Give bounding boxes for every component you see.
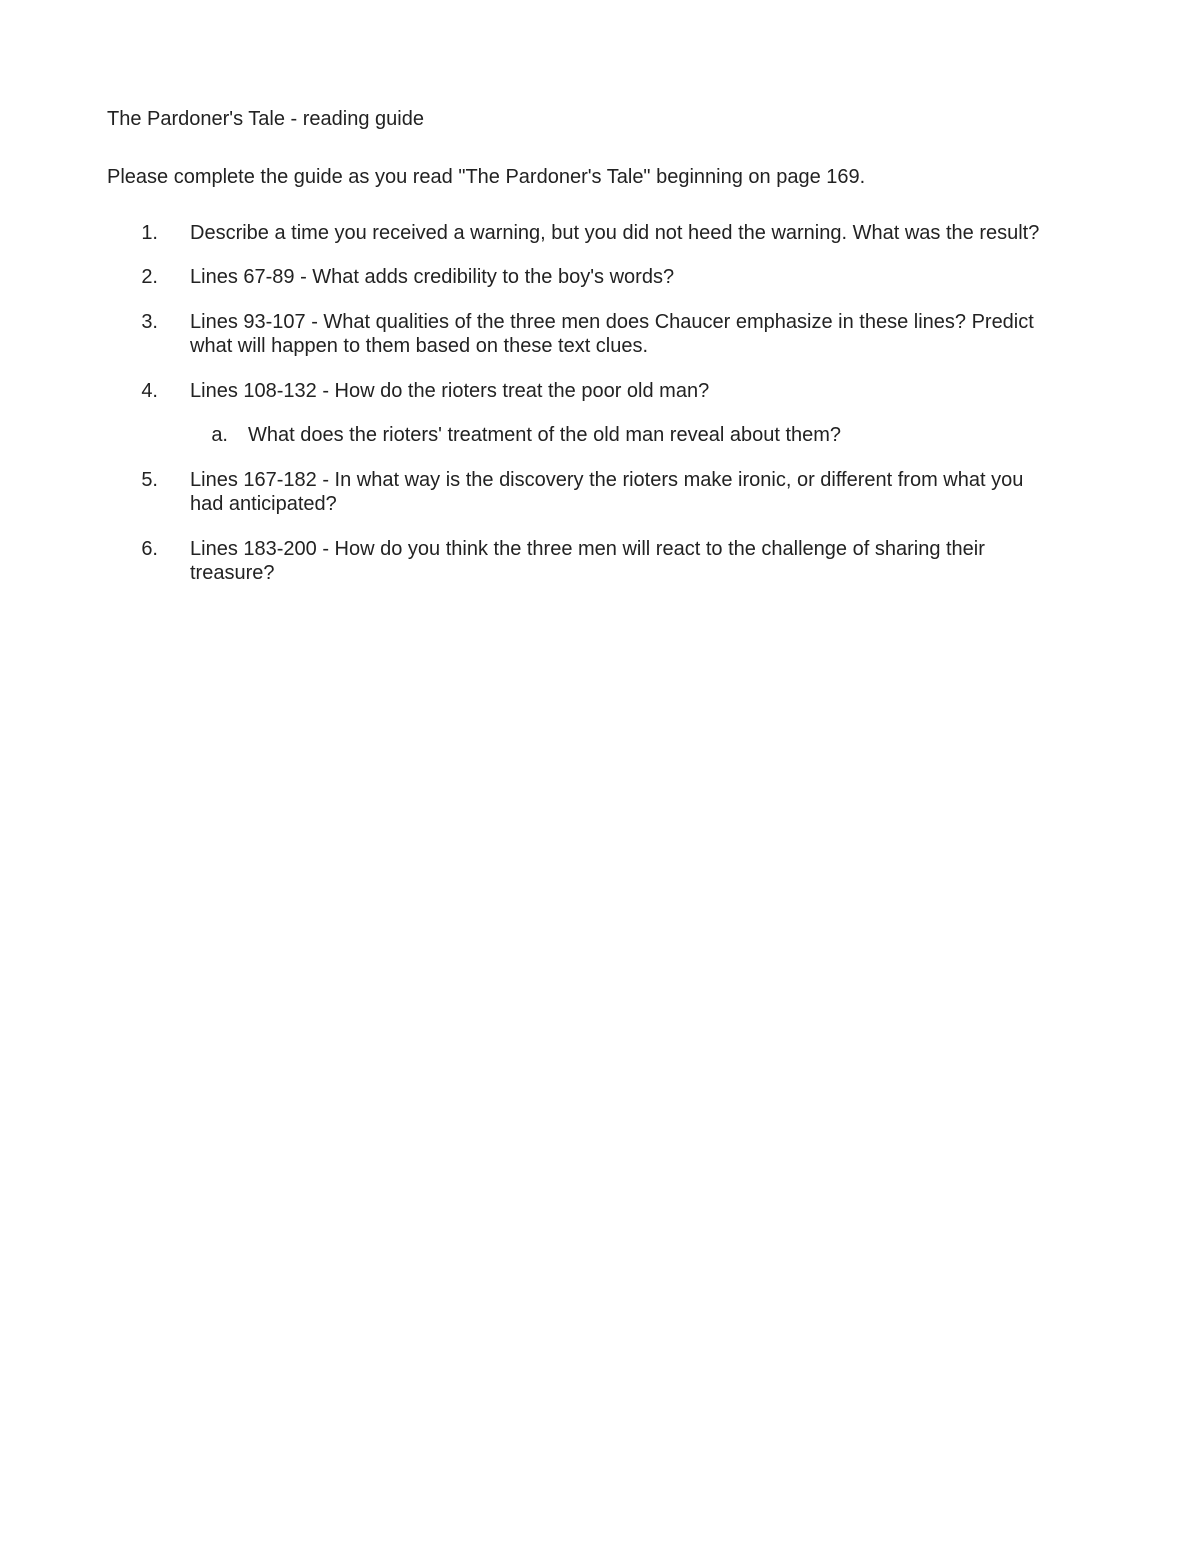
- question-text: [190, 379, 709, 403]
- document-intro: Please complete the guide as you read "The Pardoner's Tale" beginning on page 169.: [107, 166, 866, 188]
- question-text: [190, 537, 985, 585]
- list-marker: 5.: [141, 469, 158, 491]
- question-text-line: what will happen to them based on these text clues.: [190, 335, 649, 357]
- question-text-line: had anticipated?: [190, 493, 337, 515]
- list-marker: 4.: [141, 380, 158, 402]
- question-text-line: Lines 93-107 - What qualities of the three men does Chaucer emphasize in these lines? Predict: [190, 311, 1034, 333]
- list-marker: a.: [211, 424, 228, 446]
- question-text: [190, 310, 1034, 358]
- question-text-line: Lines 108-132 - How do the rioters treat the poor old man?: [190, 380, 710, 402]
- question-text-line: Lines 183-200 - How do you think the three men will react to the challenge of sharing their: [190, 538, 985, 560]
- question-text-line: Describe a time you received a warning, but you did not heed the warning. What was the result?: [190, 222, 1040, 244]
- list-marker: 2.: [141, 266, 158, 288]
- question-text: [248, 423, 841, 447]
- question-text-line: Lines 167-182 - In what way is the discovery the rioters make ironic, or different from what you: [190, 469, 1024, 491]
- question-text: [190, 265, 674, 289]
- question-text: [190, 468, 1023, 516]
- question-text-line: Lines 67-89 - What adds credibility to the boy's words?: [190, 266, 675, 288]
- document-title: The Pardoner's Tale - reading guide: [107, 108, 424, 130]
- question-text: [190, 221, 1039, 245]
- list-marker: 3.: [141, 311, 158, 333]
- question-text-line: treasure?: [190, 562, 275, 584]
- question-text-line: What does the rioters' treatment of the old man reveal about them?: [248, 424, 842, 446]
- list-marker: 1.: [141, 222, 158, 244]
- list-marker: 6.: [141, 538, 158, 560]
